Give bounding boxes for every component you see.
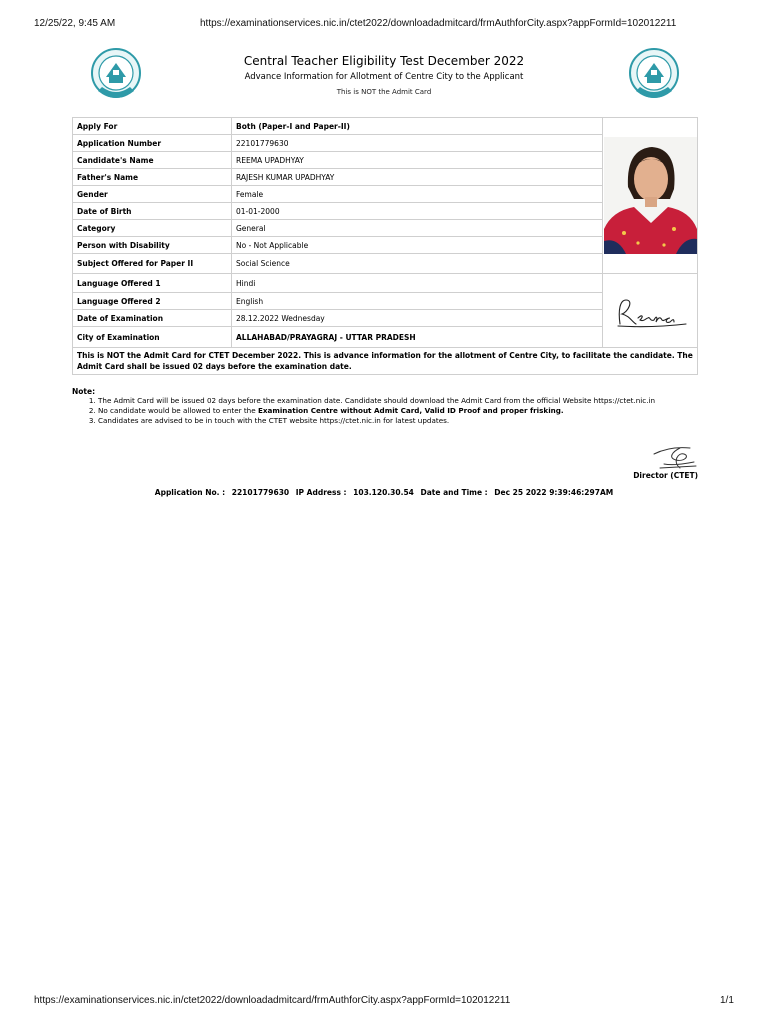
field-label: Language Offered 2 [73, 293, 232, 310]
field-label: Date of Examination [73, 310, 232, 327]
director-signature [650, 444, 698, 472]
ip-address-label: IP Address : [295, 488, 347, 497]
field-label: City of Examination [73, 327, 232, 348]
note-bold-text: Examination Centre without Admit Card, Valid ID Proof and proper frisking. [257, 406, 564, 415]
print-footer-url: https://examinationservices.nic.in/ctet2022/downloadadmitcard/frmAuthforCity.aspx?appFormId=102012211 [34, 995, 511, 1006]
field-value: No - Not Applicable [232, 237, 603, 254]
table-row [73, 118, 698, 135]
document-title: Central Teacher Eligibility Test December 2022 [243, 54, 525, 68]
field-label: Candidate's Name [73, 152, 232, 169]
date-time-value: Dec 25 2022 9:39:46:297AM [494, 488, 614, 497]
footer-info-line [0, 488, 768, 497]
notes-list [72, 396, 724, 426]
list-item [98, 396, 724, 406]
page-number: 1/1 [720, 995, 734, 1006]
field-value: Hindi [232, 274, 603, 293]
not-admit-card-notice: This is NOT the Admit Card [336, 88, 432, 96]
candidate-photo [604, 137, 697, 254]
table-row [73, 348, 698, 375]
field-value: General [232, 220, 603, 237]
field-label: Subject Offered for Paper II [73, 254, 232, 274]
field-value: English [232, 293, 603, 310]
field-label: Apply For [73, 118, 232, 135]
list-item [98, 416, 724, 426]
field-label: Category [73, 220, 232, 237]
field-label: Person with Disability [73, 237, 232, 254]
note-text: The Admit Card will be issued 02 days before the examination date. Candidate should download the Admit Card from the official Website https://ctet.nic.in [98, 396, 656, 405]
field-value: 22101779630 [232, 135, 603, 152]
list-item [98, 406, 724, 416]
date-time-label: Date and Time : [420, 488, 488, 497]
print-header-url: https://examinationservices.nic.in/ctet2022/downloadadmitcard/frmAuthforCity.aspx?appFormId=102012211 [200, 18, 677, 29]
application-number-value: 22101779630 [231, 488, 290, 497]
candidate-signature [612, 292, 692, 332]
document-subtitle: Advance Information for Allotment of Centre City to the Applicant [244, 72, 524, 82]
table-row [73, 274, 698, 293]
field-value: ALLAHABAD/PRAYAGRAJ - UTTAR PRADESH [232, 327, 603, 348]
field-value: REEMA UPADHYAY [232, 152, 603, 169]
ip-address-value: 103.120.30.54 [353, 488, 414, 497]
director-label: Director (CTET) [633, 471, 698, 480]
field-label: Language Offered 1 [73, 274, 232, 293]
field-label: Application Number [73, 135, 232, 152]
field-value: 28.12.2022 Wednesday [232, 310, 603, 327]
application-number-label: Application No. : [154, 488, 226, 497]
note-text: Candidates are advised to be in touch with the CTET website https://ctet.nic.in for latest updates. [98, 416, 450, 425]
field-value: RAJESH KUMAR UPADHYAY [232, 169, 603, 186]
field-label: Father's Name [73, 169, 232, 186]
field-label: Date of Birth [73, 203, 232, 220]
field-value: 01-01-2000 [232, 203, 603, 220]
field-value: Female [232, 186, 603, 203]
field-value: Both (Paper-I and Paper-II) [232, 118, 603, 135]
note-text: No candidate would be allowed to enter the [98, 406, 258, 415]
field-label: Gender [73, 186, 232, 203]
print-header-date: 12/25/22, 9:45 AM [34, 18, 116, 29]
advance-notice: This is NOT the Admit Card for CTET December 2022. This is advance information for the allotment of Centre City, to facilitate the candidate. The Admit Card shall be issued 02 days before the examination date. [73, 348, 698, 375]
note-heading: Note: [72, 387, 96, 396]
field-value: Social Science [232, 254, 603, 274]
